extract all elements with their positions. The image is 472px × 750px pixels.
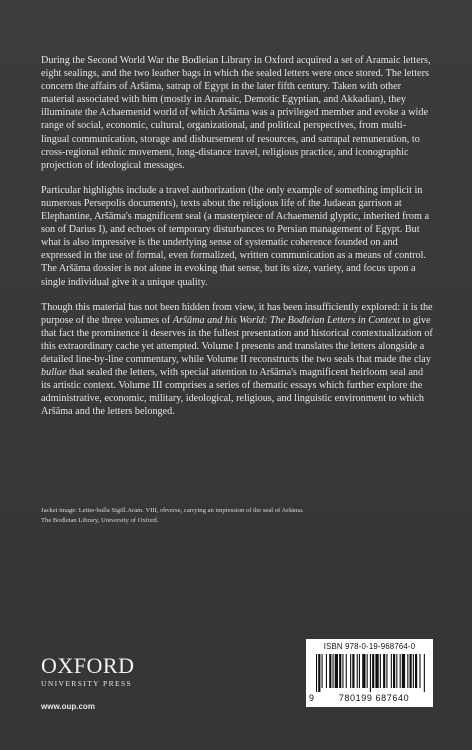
barcode-bar [393, 654, 395, 688]
barcode-bar [346, 654, 347, 688]
blurb-paragraph-3 [41, 301, 433, 419]
barcode-bar [333, 654, 334, 688]
barcode-bar [359, 654, 360, 688]
barcode-bar [322, 654, 323, 688]
publisher-subtitle: UNIVERSITY PRESS [41, 679, 133, 688]
barcode-bar [419, 654, 420, 688]
barcode-bar [357, 654, 358, 688]
caption-line-1: Jacket image: Letter-bulla Sigill.Aram. VIII, obverse, carrying an impression of the seal of Aršāma. [41, 507, 304, 514]
barcode-bars [316, 654, 426, 692]
barcode-bar [424, 654, 425, 692]
barcode-bar [335, 654, 338, 688]
barcode-bar [329, 654, 331, 688]
barcode-bar [415, 654, 417, 688]
barcode-bar [410, 654, 412, 688]
barcode-bar [375, 654, 378, 688]
barcode-bar [400, 654, 401, 688]
barcode-bar [396, 654, 397, 688]
barcode-bar [391, 654, 392, 688]
blurb-paragraph-2: Particular highlights include a travel authorization (the only example of something implicit in numerous Persepolis documents), texts about the religious life of the Judaean garrison at Elephantine, Aršāma's magnificent seal (a masterpiece of Achaemenid glyptic, inherited from a son of Darius I), and echoes of temporary disturbances to Persian management of Egypt. But what is also impressive is the underlying sense of systematic coherence founded on and expressed in the use of formal, even formalized, written communication as a means of control. The Aršāma dossier is not alone in evoking that sense, but its size, variety, and focus upon a single individual give it a unique quality. [41, 184, 429, 288]
barcode-bar [402, 654, 405, 688]
blurb-paragraph-1: During the Second World War the Bodleian Library in Oxford acquired a set of Aramaic letters, eight sealings, and the two leather bags in which the sealed letters were once stored. The letters concern the affairs of Aršāma, satrap of Egypt in the later fifth century. Taken with other material associated with him (mostly in Aramaic, Demotic Egyptian, and Akkadian), they illuminate the Achaemenid world of which Aršāma was a privileged member and evoke a wide range of social, economic, cultural, organizational, and political perspectives, from multi-lingual communication, storage and disbursement of resources, and satrapal remuneration, to cross-regional ethnic movement, long-distance travel, religious practice, and iconographic projection of ideological messages. [41, 55, 431, 171]
caption-line-2: The Bodleian Library, University of Oxford. [41, 517, 159, 524]
blurb-p3-start: Though this material has not been hidden from view, it has been insufficiently explored: it is the purpose of the three volumes of [41, 301, 433, 326]
barcode-bar [380, 654, 381, 688]
blurb-text [41, 54, 433, 430]
barcode-bar [326, 654, 327, 688]
barcode-bar [370, 654, 371, 692]
blurb-p3-middle: to give that fact the prominence it deserves in the fullest presentation and historical contextualization of this extraordinary cache yet attempted. Volume I presents and translates the letters alongside a detailed line-by-line commentary, while Volume II reconstructs the two seals that made the clay [41, 314, 433, 365]
barcode-bar [342, 654, 343, 688]
barcode-bar [339, 654, 341, 688]
isbn-label: ISBN 978-0-19-968764-0 [323, 642, 416, 651]
barcode-bar [413, 654, 414, 688]
barcode-bar [362, 654, 365, 688]
barcode-digit-first: 9 [309, 693, 315, 703]
barcode-bar [318, 654, 320, 692]
barcode-bar [350, 654, 351, 688]
isbn-barcode [306, 639, 433, 707]
publisher-url[interactable]: www.oup.com [41, 702, 95, 711]
publisher-logo [41, 655, 161, 688]
barcode-bar [367, 654, 368, 688]
publisher-name: OXFORD [41, 653, 135, 678]
book-title: Aršāma and his World: The Bodleian Letters in Context [172, 314, 400, 326]
jacket-image-caption [41, 506, 433, 526]
barcode-bar [352, 654, 354, 688]
barcode-digits-rest: 780199 687640 [338, 693, 410, 703]
bullae-term: bullae [41, 367, 67, 379]
blurb-p3-end: that sealed the letters, with special attention to Aršāma's magnificent heirloom seal and its artistic context. Volume III comprises a series of thematic essays which further explore the administrative, economic, military, ideological, religious, and linguistic environment to which Aršāma and the letters belonged. [41, 367, 424, 418]
barcode-bar [383, 654, 385, 688]
barcode-bar [372, 654, 374, 688]
barcode-bar [316, 654, 317, 692]
barcode-bar [386, 654, 387, 688]
barcode-bar [407, 654, 408, 688]
